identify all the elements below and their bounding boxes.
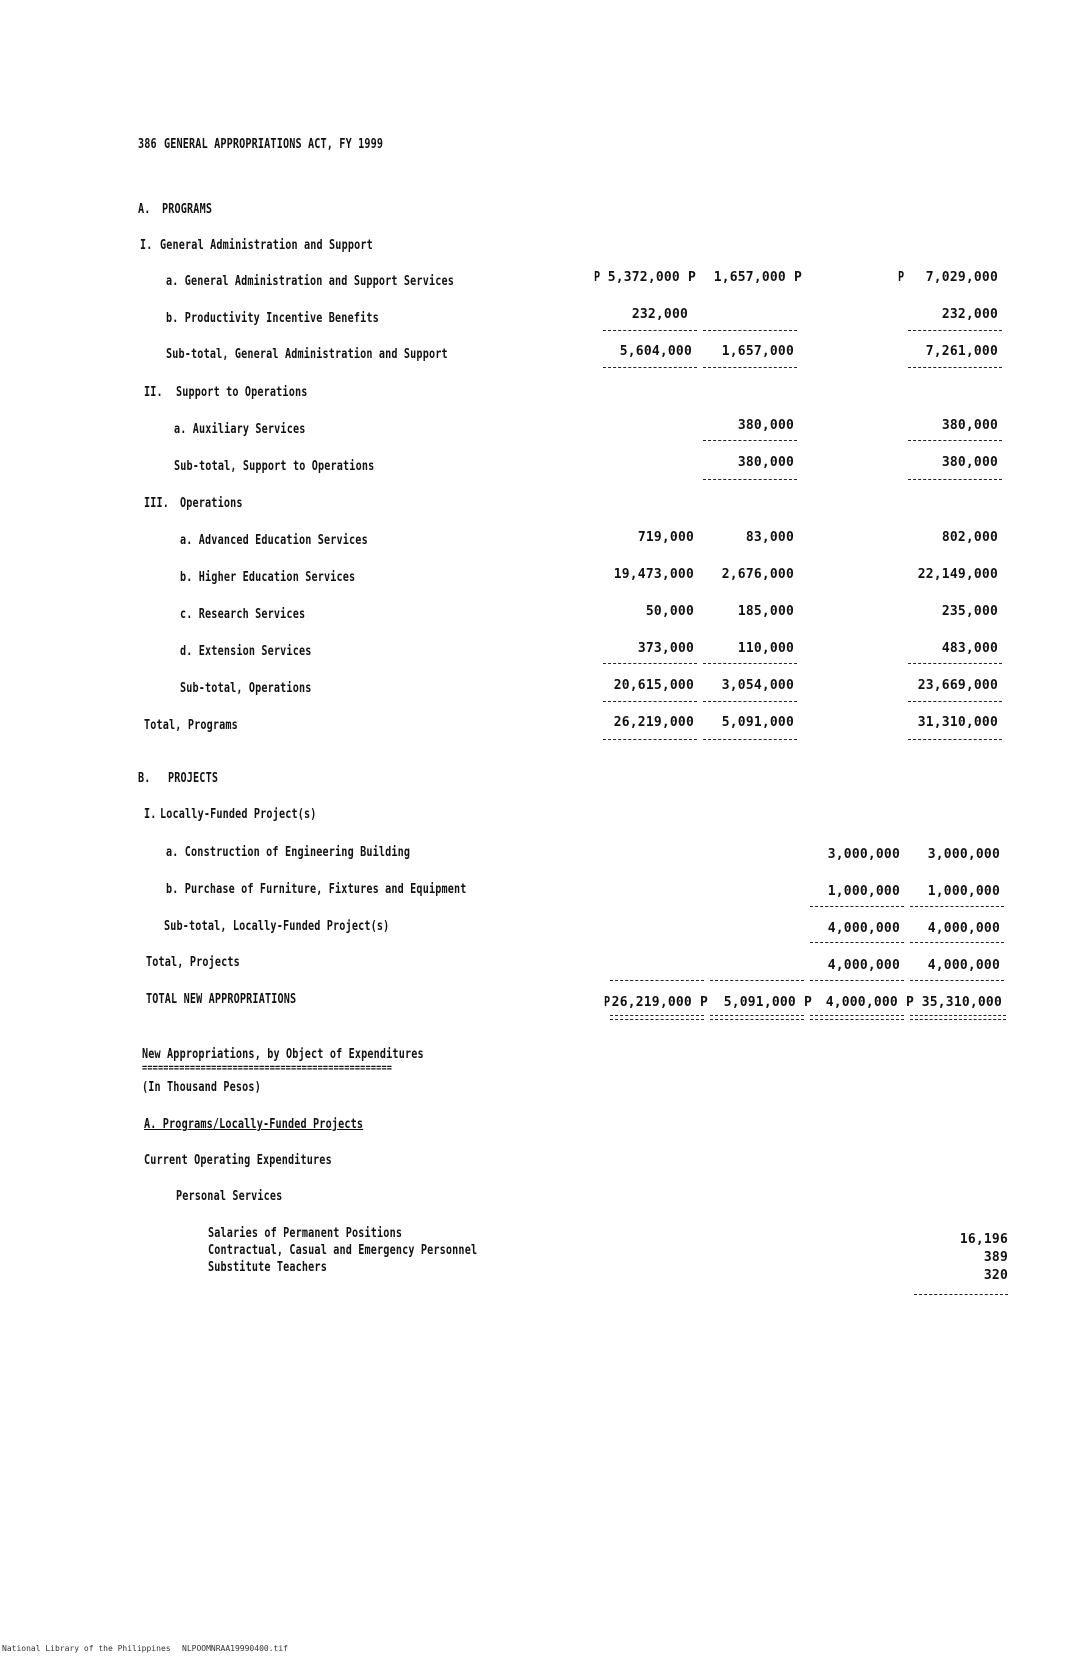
gas-a-mooe: 1,657,000 P <box>713 270 802 285</box>
ops-b-mooe: 2,676,000 <box>721 567 794 582</box>
gas-subtotal-mooe: 1,657,000 <box>721 344 794 359</box>
lfp-b-total: 1,000,000 <box>927 884 1000 899</box>
footer-file: NLPOOMNRAA19990400.tif <box>182 1644 288 1653</box>
personal-services-heading: Personal Services <box>176 1189 283 1204</box>
gas-subtotal-ps: 5,604,000 <box>619 344 692 359</box>
gas-b-ps: 232,000 <box>631 307 688 322</box>
object-item-label: Contractual, Casual and Emergency Personnel <box>208 1243 478 1258</box>
programs-total-label: Total, Programs <box>144 718 238 733</box>
ops-title: Operations <box>180 496 243 511</box>
grand-total-ps: 26,219,000 P <box>611 995 708 1010</box>
ops-b-total: 22,149,000 <box>917 567 998 582</box>
sto-subtotal-label: Sub-total, Support to Operations <box>174 459 375 474</box>
grand-total-label: TOTAL NEW APPROPRIATIONS <box>146 992 297 1007</box>
ops-c-label: c. Research Services <box>180 607 306 622</box>
ops-c-total: 235,000 <box>941 604 998 619</box>
lfp-subtotal-total: 4,000,000 <box>927 921 1000 936</box>
object-item-value: 389 <box>983 1250 1008 1265</box>
object-subheading: A. Programs/Locally-Funded Projects <box>144 1117 364 1132</box>
object-item-label: Substitute Teachers <box>208 1260 327 1275</box>
ops-d-total: 483,000 <box>941 641 998 656</box>
ops-d-mooe: 110,000 <box>737 641 794 656</box>
lfp-a-label: a. Construction of Engineering Building <box>166 845 411 860</box>
ops-subtotal-label: Sub-total, Operations <box>180 681 312 696</box>
peso-sign: P <box>604 995 611 1010</box>
gas-a-total: 7,029,000 <box>925 270 998 285</box>
grand-total-co: 4,000,000 P <box>825 995 914 1010</box>
roman-iii: III. <box>144 496 170 511</box>
object-item-label: Salaries of Permanent Positions <box>208 1226 403 1241</box>
object-title-rule: =============================================== <box>142 1061 393 1074</box>
sto-subtotal-total: 380,000 <box>941 455 998 470</box>
ops-b-label: b. Higher Education Services <box>180 570 356 585</box>
sto-title: Support to Operations <box>176 385 308 400</box>
page-title: GENERAL APPROPRIATIONS ACT, FY 1999 <box>164 137 384 152</box>
section-letter-a: A. <box>138 202 151 217</box>
page-number: 386 <box>138 137 157 152</box>
ops-a-total: 802,000 <box>941 530 998 545</box>
section-heading-projects: PROJECTS <box>168 771 219 786</box>
ops-a-mooe: 83,000 <box>745 530 794 545</box>
object-item-value: 320 <box>983 1268 1008 1283</box>
sto-a-mooe: 380,000 <box>737 418 794 433</box>
projects-total-co: 4,000,000 <box>827 958 900 973</box>
peso-sign: P <box>594 270 601 285</box>
lfp-b-label: b. Purchase of Furniture, Fixtures and Equipment <box>166 882 467 897</box>
section-heading-programs: PROGRAMS <box>162 202 213 217</box>
programs-total-ps: 26,219,000 <box>613 715 694 730</box>
grand-total-total: 35,310,000 <box>921 995 1002 1010</box>
ops-d-ps: 373,000 <box>637 641 694 656</box>
section-letter-b: B. <box>138 771 151 786</box>
lfp-a-total: 3,000,000 <box>927 847 1000 862</box>
lfp-b-co: 1,000,000 <box>827 884 900 899</box>
current-operating-heading: Current Operating Expenditures <box>144 1153 332 1168</box>
programs-total-total: 31,310,000 <box>917 715 998 730</box>
lfp-subtotal-label: Sub-total, Locally-Funded Project(s) <box>164 919 390 934</box>
projects-total-total: 4,000,000 <box>927 958 1000 973</box>
programs-total-mooe: 5,091,000 <box>721 715 794 730</box>
gas-title: General Administration and Support <box>160 238 373 253</box>
lfp-title: Locally-Funded Project(s) <box>160 807 317 822</box>
grand-total-mooe: 5,091,000 P <box>723 995 812 1010</box>
footer-library: National Library of the Philippines <box>2 1644 171 1653</box>
roman-ii: II. <box>144 385 163 400</box>
gas-subtotal-label: Sub-total, General Administration and Support <box>166 347 448 362</box>
roman-i: I. <box>140 238 153 253</box>
gas-a-label: a. General Administration and Support Services <box>166 274 455 289</box>
object-unit: (In Thousand Pesos) <box>142 1080 261 1095</box>
object-title: New Appropriations, by Object of Expenditures <box>142 1047 424 1062</box>
peso-sign: P <box>898 270 905 285</box>
sto-a-total: 380,000 <box>941 418 998 433</box>
gas-a-ps: 5,372,000 P <box>607 270 696 285</box>
lfp-a-co: 3,000,000 <box>827 847 900 862</box>
projects-total-label: Total, Projects <box>146 955 240 970</box>
gas-b-total: 232,000 <box>941 307 998 322</box>
roman-i-projects: I. <box>144 807 157 822</box>
ops-c-ps: 50,000 <box>645 604 694 619</box>
gas-subtotal-total: 7,261,000 <box>925 344 998 359</box>
ops-d-label: d. Extension Services <box>180 644 312 659</box>
ops-subtotal-ps: 20,615,000 <box>613 678 694 693</box>
sto-a-label: a. Auxiliary Services <box>174 422 306 437</box>
ops-subtotal-mooe: 3,054,000 <box>721 678 794 693</box>
ops-subtotal-total: 23,669,000 <box>917 678 998 693</box>
gas-b-label: b. Productivity Incentive Benefits <box>166 311 379 326</box>
sto-subtotal-mooe: 380,000 <box>737 455 794 470</box>
object-item-value: 16,196 <box>959 1232 1008 1247</box>
ops-a-label: a. Advanced Education Services <box>180 533 368 548</box>
ops-b-ps: 19,473,000 <box>613 567 694 582</box>
ops-a-ps: 719,000 <box>637 530 694 545</box>
ops-c-mooe: 185,000 <box>737 604 794 619</box>
lfp-subtotal-co: 4,000,000 <box>827 921 900 936</box>
